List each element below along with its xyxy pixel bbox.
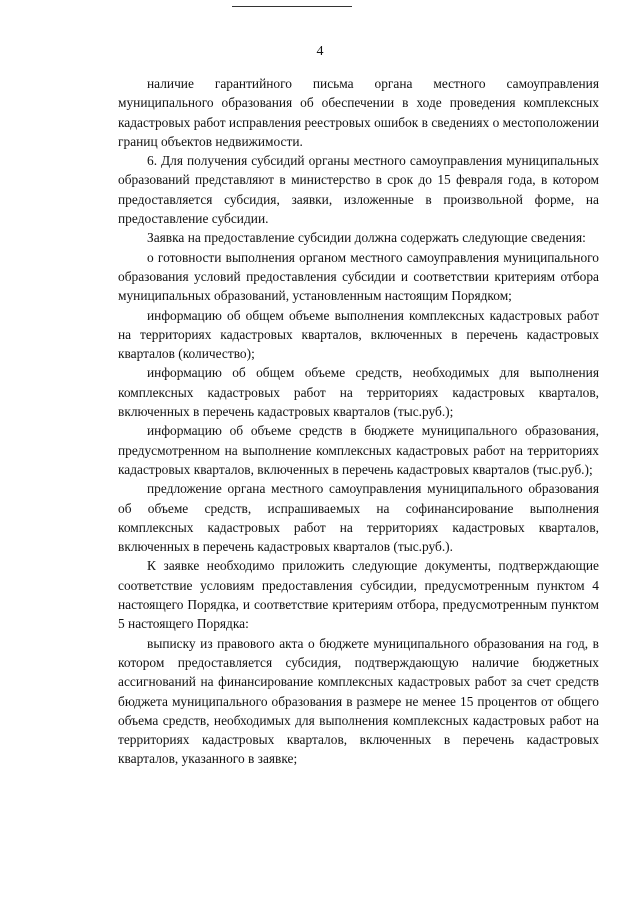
document-body — [118, 74, 599, 769]
top-rule — [232, 6, 352, 7]
paragraph-guarantee-letter: наличие гарантийного письма органа местного самоуправления муниципального образования об обеспечении в ходе проведения комплексных кадастровых работ исправления реестровых ошибок в сведениях о местоположении границ объектов недвижимости. — [118, 76, 599, 149]
paragraph-budget-funds: информацию об объеме средств в бюджете муниципального образования, предусмотренном на выполнение комплексных кадастровых работ на территориях кадастровых кварталов, включенных в перечень кадастровых кварталов (тыс.руб.); — [118, 423, 599, 477]
paragraph-attached-documents: К заявке необходимо приложить следующие документы, подтверждающие соответствие условиям предоставления субсидии, предусмотренным пунктом 4 настоящего Порядка, и соответствие критериям отбора, предусмотренным пунктом 5 настоящего Порядка: — [118, 558, 599, 632]
paragraph-budget-extract: выписку из правового акта о бюджете муниципального образования на год, в котором предоставляется субсидия, подтверждающую наличие бюджетных ассигнований на финансирование комплексных кадастровых работ за счет средств бюджета муниципального образования в размере не менее 15 процентов от общего объема средств, необходимых для выполнения комплексных кадастровых работ на территориях кадастровых кварталов, включенных в перечень кадастровых кварталов, указанного в заявке; — [118, 635, 599, 767]
page-number: 4 — [316, 44, 324, 59]
paragraph-6-application-deadline: 6. Для получения субсидий органы местного самоуправления муниципальных образований представляют в министерство в срок до 15 февраля года, в котором предоставляется субсидия, заявки, изложенные в произвольной форме, на предоставление субсидии. — [118, 153, 599, 227]
paragraph-application-contents: Заявка на предоставление субсидии должна содержать следующие сведения: — [147, 230, 586, 246]
paragraph-cofinancing-proposal: предложение органа местного самоуправления муниципального образования об объеме средств, испрашиваемых на софинансирование выполнения комплексных кадастровых работ на территориях кадастровых кварталов, включенных в перечень кадастровых кварталов (тыс.руб.). — [118, 481, 599, 555]
paragraph-funds-needed: информацию об общем объеме средств, необходимых для выполнения комплексных кадастровых работ на территориях кадастровых кварталов, включенных в перечень кадастровых кварталов (тыс.руб.); — [118, 365, 599, 420]
paragraph-work-volume: информацию об общем объеме выполнения комплексных кадастровых работ на территориях кадастровых кварталов, включенных в перечень кадастровых кварталов (количество); — [118, 307, 599, 362]
paragraph-readiness: о готовности выполнения органом местного самоуправления муниципального образования условий предоставления субсидии и соответствии критериям отбора муниципальных образований, установленным настоящим Порядком; — [118, 249, 599, 304]
